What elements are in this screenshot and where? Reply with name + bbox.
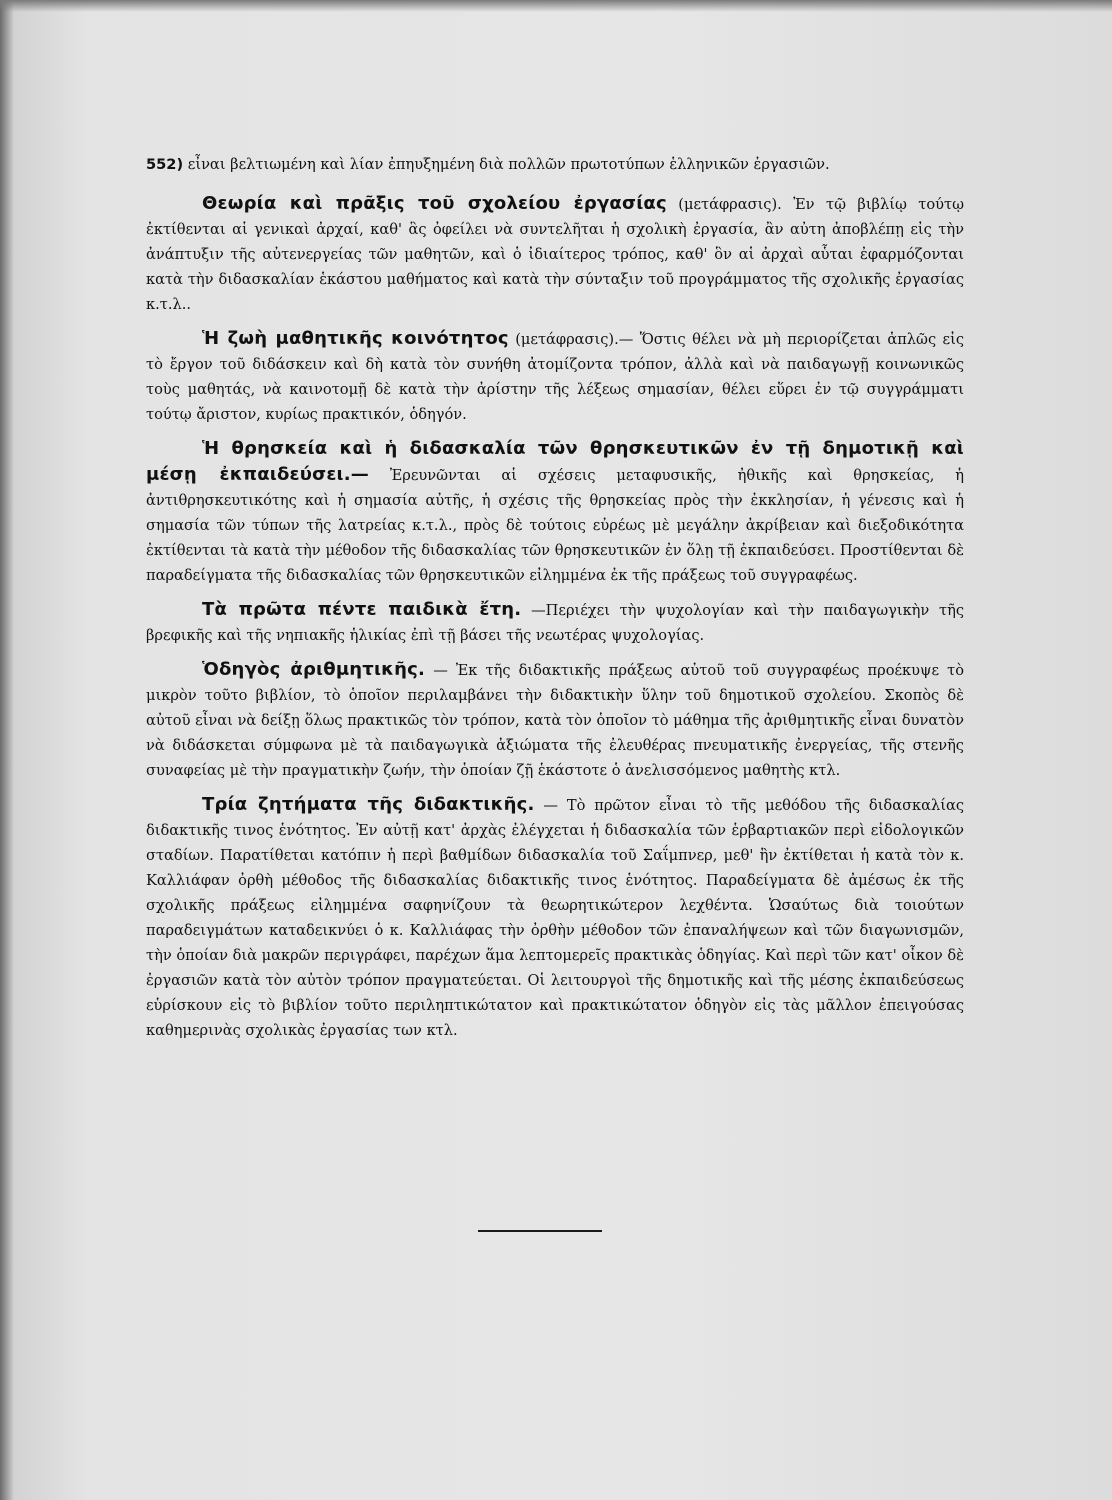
entry-body: (μετάφρασις).— Ὅστις θέλει νὰ μὴ περιορίζεται ἁπλῶς εἰς τὸ ἔργον τοῦ διδάσκειν καὶ δὴ κατὰ τὸν συνήθη ἀτομίζοντα τρόπον, ἀλλὰ καὶ νὰ παιδαγωγῇ κοινωνικῶς τοὺς μαθητάς, νὰ καινοτομῇ δὲ κατὰ τὴν ἀρίστην τῆς λέξεως σημασίαν, θέλει εὕρει ἐν τῷ συγγράμματι τούτῳ ἄριστον, κυρίως πρακτικόν, ὁδηγόν.	[146, 331, 965, 423]
page-shadow-left	[0, 0, 14, 1500]
end-rule-divider	[478, 1230, 602, 1232]
entry-1	[146, 191, 964, 317]
entry-4	[146, 597, 964, 648]
entry-body: — Ἐκ τῆς διδακτικῆς πράξεως αὐτοῦ τοῦ συγγραφέως προέκυψε τὸ μικρὸν τοῦτο βιβλίον, τὸ ὁποῖον περιλαμβάνει τὴν διδακτικὴν ὕλην τοῦ δημοτικοῦ σχολείου. Σκοπὸς δὲ αὐτοῦ εἶναι νὰ δείξῃ ὅλως πρακτικῶς τὸν τρόπον, κατὰ τὸν ὁποῖον τὸ μάθημα τῆς ἀριθμητικῆς εἶναι δυνατὸν νὰ διδάσκεται σύμφωνα μὲ τὰ παιδαγωγικὰ ἀξιώματα τῆς ἐλευθέρας πνευματικῆς ἐνεργείας, τῆς στενῆς συναφείας μὲ τὴν πραγματικὴν ζωήν, τὴν ὁποίαν ζῇ ἑκάστοτε ὁ ἀνελισσόμενος μαθητὴς κτλ.	[146, 662, 964, 779]
entry-5	[146, 657, 964, 783]
entry-3	[146, 436, 964, 588]
entry-2	[146, 326, 964, 427]
entry-title: Ὁδηγὸς ἀριθμητικῆς.	[202, 659, 426, 680]
page-shadow-top	[0, 0, 1112, 12]
entry-body: Ἐρευνῶνται αἱ σχέσεις μεταφυσικῆς, ἠθικῆς καὶ θρησκείας, ἡ ἀντιθρησκευτικότης καὶ ἡ σημασία αὐτῆς, ἡ σχέσις τῆς θρησκείας πρὸς τὴν ἐκκλησίαν, ἡ γένεσις καὶ ἡ σημασία τῶν τύπων τῆς λατρείας κ.τ.λ., πρὸς δὲ τούτοις εὐρέως μὲ μεγάλην ἀκρίβειαν καὶ διεξοδικότητα ἐκτίθενται τὰ κατὰ τὴν μέθοδον τῆς διδασκαλίας τῶν θρησκευτικῶν ἐν ὅλῃ τῇ ἐκπαιδεύσει. Προστίθενται δὲ παραδείγματα τῆς διδασκαλίας τῶν θρησκευτικῶν εἰλημμένα ἐκ τῆς πράξεως τοῦ συγγραφέως.	[146, 467, 965, 584]
entry-title: Τὰ πρῶτα πέντε παιδικὰ ἔτη.	[202, 599, 522, 620]
entry-body: (μετάφρασις). Ἐν τῷ βιβλίῳ τούτῳ ἐκτίθενται αἱ γενικαὶ ἀρχαί, καθ' ἃς ὀφείλει νὰ συντελῆται ἡ σχολικὴ ἐργασία, ἂν αὐτη ἀποβλέπῃ εἰς τὴν ἀνάπτυξιν τῆς αὐτενεργείας τῶν μαθητῶν, καὶ ὁ ἰδιαίτερος τρόπος, καθ' ὃν αἱ ἀρχαὶ αὗται ἐφαρμόζονται κατὰ τὴν διδασκαλίαν ἑκάστου μαθήματος καὶ κατὰ τὴν σύνταξιν τοῦ προγράμματος τῆς σχολικῆς ἐργασίας κ.τ.λ..	[146, 196, 964, 313]
entry-title: Θεωρία καὶ πρᾶξις τοῦ σχολείου ἐργασίας	[202, 193, 667, 214]
entry-title: Τρία ζητήματα τῆς διδακτικῆς.	[202, 794, 535, 815]
page-number: 552)	[146, 156, 184, 173]
continuation-text: εἶναι βελτιωμένη καὶ λίαν ἐπηυξημένη διὰ πολλῶν πρωτοτύπων ἑλληνικῶν ἐργασιῶν.	[187, 156, 830, 173]
continuation-line	[146, 152, 964, 177]
entry-body: — Τὸ πρῶτον εἶναι τὸ τῆς μεθόδου τῆς διδασκαλίας διδακτικῆς τινος ἑνότητος. Ἐν αὐτῇ κατ' ἀρχὰς ἐλέγχεται ἡ διδασκαλία τῶν ἑρβαρτιακῶν περὶ εἰδολογικῶν σταδίων. Παρατίθεται κατόπιν ἡ περὶ βαθμίδων διδασκαλία τοῦ Σαΐμπνερ, μεθ' ἣν ἐκτίθεται ἡ κατὰ τὸν κ. Καλλιάφαν ὀρθὴ μέθοδος τῆς διδασκαλίας διδακτικῆς τινος ἑνότητος. Παραδείγματα δὲ ἀμέσως ἐκ τῆς σχολικῆς πράξεως εἰλημμένα σαφηνίζουν τὰ θεωρητικώτερον λεχθέντα. Ὡσαύτως διὰ τοιούτων παραδειγμάτων καταδεικνύει ὁ κ. Καλλιάφας τὴν ὀρθὴν μέθοδον τῶν ἐπαναλήψεων καὶ τῶν διαγωνισμῶν, τὴν ὁποίαν διὰ μακρῶν περιγράφει, παρέχων ἅμα λεπτομερεῖς πρακτικὰς ὁδηγίας. Καὶ περὶ τῶν κατ' οἶκον δὲ ἐργασιῶν κατὰ τὸν αὐτὸν τρόπον πραγματεύεται. Οἱ λειτουργοὶ τῆς δημοτικῆς καὶ τῆς μέσης ἐκπαιδεύσεως εὑρίσκουν εἰς τὸ βιβλίον τοῦτο περιληπτικώτατον καὶ πρακτικώτατον ὁδηγὸν εἰς τὰς μᾶλλον ἐπειγούσας καθημερινὰς σχολικὰς ἐργασίας των κτλ.	[146, 797, 965, 1039]
entry-6	[146, 792, 964, 1043]
entry-title: Ἡ ζωὴ μαθητικῆς κοινότητος	[202, 328, 509, 349]
page-content	[146, 152, 964, 1052]
entry-title: Ἡ θρησκεία καὶ ἡ διδασκαλία τῶν θρησκευτικῶν ἐν τῇ δημοτικῇ καὶ μέσῃ ἐκπαιδεύσει.—	[146, 438, 964, 485]
entry-body: —Περιέχει τὴν ψυχολογίαν καὶ τὴν παιδαγωγικὴν τῆς βρεφικῆς καὶ τῆς νηπιακῆς ἡλικίας ἐπὶ τῇ βάσει τῆς νεωτέρας ψυχολογίας.	[146, 602, 964, 644]
